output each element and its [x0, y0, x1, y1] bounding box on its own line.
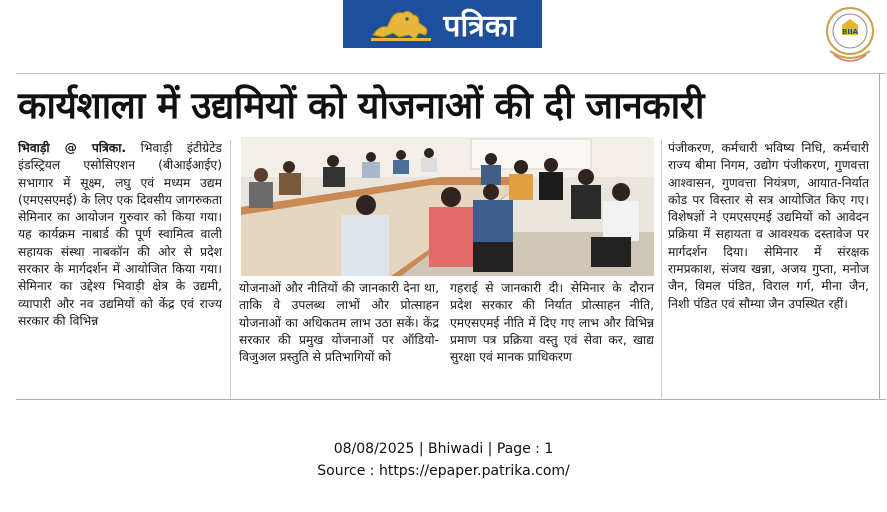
- article-column-3: पंजीकरण, कर्मचारी भविष्य निधि, कर्मचारी राज्य बीमा निगम, उद्योग पंजीकरण, गुणवत्ता आश्वासन, गुणवत्ता नियंत्रण, आयात-निर्यात कोड पर विस्तार से सत्र आयोजित किए गए। विशेषज्ञों ने एमएसएमई उद्यमियों को आवेदन प्रक्रिया में सहायता व आवश्यक दस्तावेज पर मार्गदर्शन दिया। सेमिनार में संरक्षक रामप्रकाश, संजय खन्ना, अजय गुप्ता, मनोज जैन, विमल पंडित, विराल गर्ग, मीना जैन, निशी पंडित एवं सौम्या जैन उपस्थित रहीं।: [668, 141, 869, 311]
- right-rule: [879, 73, 880, 400]
- footer-date-line: 08/08/2025 | Bhiwadi | Page : 1: [333, 441, 554, 457]
- headline: कार्यशाला में उद्यमियों को योजनाओं की दी जानकारी: [18, 84, 704, 127]
- column-divider: [661, 140, 662, 398]
- footer-source-line: Source : https://epaper.patrika.com/: [317, 463, 570, 479]
- dateline: भिवाड़ी @ पत्रिका.: [18, 141, 127, 155]
- article-column-1: [18, 140, 222, 398]
- seminar-photo: [241, 137, 654, 276]
- masthead: [343, 0, 542, 48]
- footer: [0, 438, 887, 482]
- column-divider: [230, 140, 231, 398]
- association-seal-icon: [822, 5, 878, 67]
- bottom-rule: [16, 399, 886, 400]
- article-column-2b: गहराई से जानकारी दी। सेमिनार के दौरान प्रदेश सरकार की निर्यात प्रोत्साहन नीति, एमएसएमई नीति में दिए गए लाभ और विभिन्न प्रमाण पत्र प्रक्रिया वस्तु एवं सेवा कर, खाद्य सुरक्षा एवं मानक प्राधिकरण: [450, 281, 654, 365]
- lion-icon: [369, 5, 435, 43]
- seal-text: BIIA: [842, 28, 858, 36]
- top-rule: [16, 73, 886, 74]
- masthead-name: पत्रिका: [443, 8, 516, 44]
- article-column-2a: योजनाओं और नीतियों की जानकारी देना था, ताकि वे उपलब्ध लाभों और प्रोत्साहन योजनाओं का अधिकतम लाभ उठा सकें। केंद्र सरकार की प्रमुख योजनाओं पर ऑडियो-विजुअल प्रस्तुति से प्रतिभागियों को: [239, 281, 439, 365]
- column-1-text: भिवाड़ी इंटीग्रेटेड इंडस्ट्रियल एसोसिएशन (बीआईआईए) सभागार में सूक्ष्म, लघु एवं मध्यम उद्यम (एमएसएमई) के लिए एक दिवसीय जागरुकता सेमिनार का आयोजन गुरुवार को किया गया। यह कार्यक्रम नाबार्ड की पूर्ण स्वामित्व वाली सहायक संस्था नाबकॉन की ओर से प्रदेश सरकार के मार्गदर्शन में आयोजित किया गया। सेमिनार का उद्देश्य भिवाड़ी क्षेत्र के उद्यमी, व्यापारी और नव उद्यमियों को केंद्र एवं राज्य सरकार की विभिन्न: [18, 141, 222, 328]
